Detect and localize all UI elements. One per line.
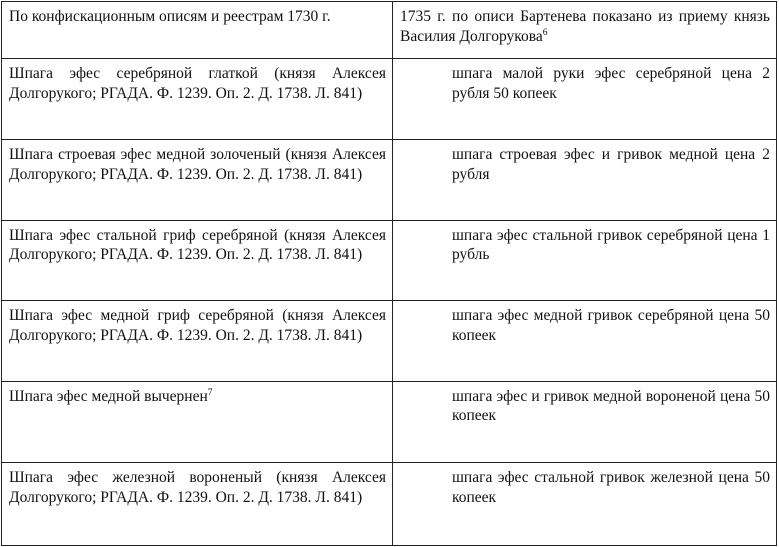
row-right-text: шпага эфес медной гривок серебряной цена 50 копеек <box>452 307 770 344</box>
row-cell-right <box>393 463 777 546</box>
inventory-comparison-table <box>1 1 777 546</box>
row-right-text: шпага эфес и гривок медной вороненой цена 50 копеек <box>452 387 770 425</box>
table-row <box>2 140 777 221</box>
header-left-text: По конфискационным описям и реестрам 1730 г. <box>9 8 331 25</box>
row-left-text: Шпага эфес медной вычернен <box>9 387 208 405</box>
row-left-text: Шпага эфес серебряной глаткой (князя Алексея Долгорукого; РГАДА. Ф. 1239. Оп. 2. Д. 1738. Л. 841) <box>9 65 386 102</box>
row-left-text: Шпага строевая эфес медной золоченый (князя Алексея Долгорукого; РГАДА. Ф. 1239. Оп. 2. Д. 1738. Л. 841) <box>9 146 386 183</box>
row-cell-left <box>2 140 393 221</box>
row-cell-left <box>2 463 393 546</box>
row-cell-left <box>2 301 393 382</box>
row-left-text: Шпага эфес стальной гриф серебряной (князя Алексея Долгорукого; РГАДА. Ф. 1239. Оп. 2. Д. 1738. Л. 841) <box>9 226 386 264</box>
row-cell-right <box>393 220 777 301</box>
row-right-text: шпага эфес стальной гривок железной цена 50 копеек <box>452 469 770 506</box>
row-right-text: шпага малой руки эфес серебряной цена 2 рубля 50 копеек <box>452 65 770 102</box>
table-header-row <box>2 2 777 59</box>
header-right-text: 1735 г. по описи Бартенева показано из приему князь Василия Долгорукова <box>400 8 770 45</box>
row-left-text: Шпага эфес железной вороненый (князя Алексея Долгорукого; РГАДА. Ф. 1239. Оп. 2. Д. 1738. Л. 841) <box>9 469 386 506</box>
table-row <box>2 59 777 140</box>
table-row <box>2 220 777 301</box>
row-cell-left <box>2 59 393 140</box>
row-cell-right <box>393 140 777 221</box>
row-left-text: Шпага эфес медной гриф серебряной (князя Алексея Долгорукого; РГАДА. Ф. 1239. Оп. 2. Д. 1738. Л. 841) <box>9 307 386 344</box>
row-right-text: шпага строевая эфес и гривок медной цена 2 рубля <box>452 146 770 183</box>
row-cell-left <box>2 381 393 463</box>
row-right-text: шпага эфес стальной гривок серебряной цена 1 рубль <box>452 226 770 264</box>
row-cell-right <box>393 381 777 463</box>
table-row <box>2 463 777 546</box>
table-row <box>2 301 777 382</box>
footnote-marker: 7 <box>207 387 213 398</box>
footnote-marker: 6 <box>542 27 548 38</box>
row-cell-left <box>2 220 393 301</box>
table-row <box>2 381 777 463</box>
row-cell-right <box>393 59 777 140</box>
header-cell-left <box>2 2 393 59</box>
row-cell-right <box>393 301 777 382</box>
header-cell-right <box>393 2 777 59</box>
